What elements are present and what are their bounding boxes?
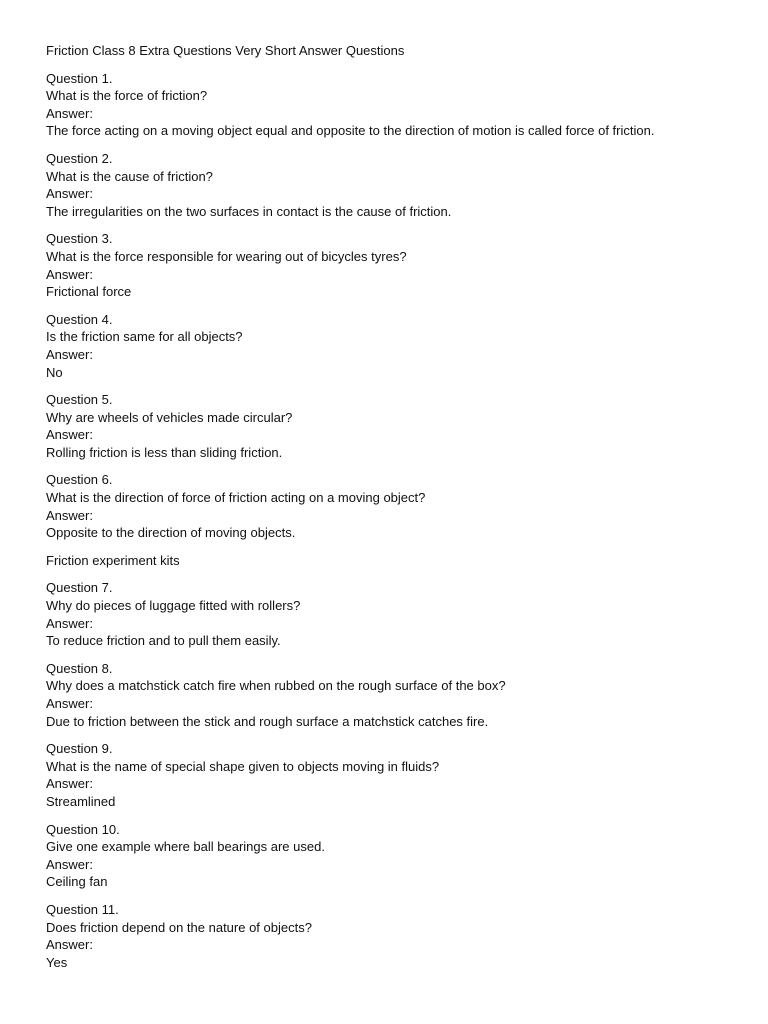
answer-text: Rolling friction is less than sliding friction. bbox=[46, 444, 283, 460]
question-block-2 bbox=[46, 150, 746, 220]
question-number: Question 7. bbox=[46, 580, 113, 596]
answer-label: Answer: bbox=[46, 937, 93, 953]
question-number: Question 9. bbox=[46, 741, 113, 757]
question-block-4 bbox=[46, 311, 746, 381]
answer-text: Due to friction between the stick and rough surface a matchstick catches fire. bbox=[46, 713, 489, 729]
question-text: Is the friction same for all objects? bbox=[46, 329, 243, 345]
question-text: What is the name of special shape given to objects moving in fluids? bbox=[46, 758, 440, 774]
question-number: Question 5. bbox=[46, 392, 113, 408]
question-block-3 bbox=[46, 230, 746, 300]
answer-text: No bbox=[46, 364, 63, 380]
question-text: What is the direction of force of friction acting on a moving object? bbox=[46, 490, 426, 506]
question-text: Why does a matchstick catch fire when rubbed on the rough surface of the box? bbox=[46, 678, 506, 694]
question-block-8 bbox=[46, 660, 746, 730]
document-page bbox=[46, 42, 746, 981]
answer-text: The irregularities on the two surfaces in contact is the cause of friction. bbox=[46, 203, 452, 219]
answer-text: Streamlined bbox=[46, 793, 116, 809]
question-block-10 bbox=[46, 821, 746, 891]
answer-label: Answer: bbox=[46, 186, 93, 202]
answer-text: Yes bbox=[46, 954, 68, 970]
answer-label: Answer: bbox=[46, 346, 93, 362]
answer-label: Answer: bbox=[46, 856, 93, 872]
answer-label: Answer: bbox=[46, 266, 93, 282]
question-number: Question 6. bbox=[46, 472, 113, 488]
answer-text: Opposite to the direction of moving objects. bbox=[46, 525, 296, 541]
section-note: Friction experiment kits bbox=[46, 552, 180, 568]
question-text: Does friction depend on the nature of objects? bbox=[46, 919, 312, 935]
answer-label: Answer: bbox=[46, 507, 93, 523]
question-number: Question 11. bbox=[46, 901, 119, 917]
question-number: Question 10. bbox=[46, 821, 120, 837]
document-title: Friction Class 8 Extra Questions Very Short Answer Questions bbox=[46, 43, 405, 58]
question-number: Question 4. bbox=[46, 311, 113, 327]
answer-text: To reduce friction and to pull them easily. bbox=[46, 633, 281, 649]
question-number: Question 2. bbox=[46, 150, 113, 166]
answer-label: Answer: bbox=[46, 696, 93, 711]
question-text: What is the force responsible for wearing out of bicycles tyres? bbox=[46, 248, 407, 264]
question-text: Why do pieces of luggage fitted with rollers? bbox=[46, 598, 301, 614]
question-block-5 bbox=[46, 391, 746, 461]
answer-label: Answer: bbox=[46, 105, 93, 121]
question-block-1 bbox=[46, 70, 746, 140]
answer-text: The force acting on a moving object equal and opposite to the direction of motion is called force of friction. bbox=[46, 123, 655, 139]
question-number: Question 3. bbox=[46, 231, 113, 247]
answer-text: Frictional force bbox=[46, 284, 132, 300]
question-block-11 bbox=[46, 901, 746, 971]
question-block-6 bbox=[46, 471, 746, 541]
question-text: Why are wheels of vehicles made circular? bbox=[46, 409, 293, 425]
question-block-9 bbox=[46, 740, 746, 810]
question-number: Question 1. bbox=[46, 70, 113, 86]
answer-label: Answer: bbox=[46, 615, 93, 631]
question-text: Give one example where ball bearings are used. bbox=[46, 839, 325, 855]
question-text: What is the force of friction? bbox=[46, 88, 208, 104]
answer-label: Answer: bbox=[46, 776, 93, 792]
answer-label: Answer: bbox=[46, 427, 93, 443]
answer-text: Ceiling fan bbox=[46, 874, 108, 890]
question-text: What is the cause of friction? bbox=[46, 168, 213, 184]
question-number: Question 8. bbox=[46, 660, 113, 676]
question-block-7 bbox=[46, 579, 746, 649]
